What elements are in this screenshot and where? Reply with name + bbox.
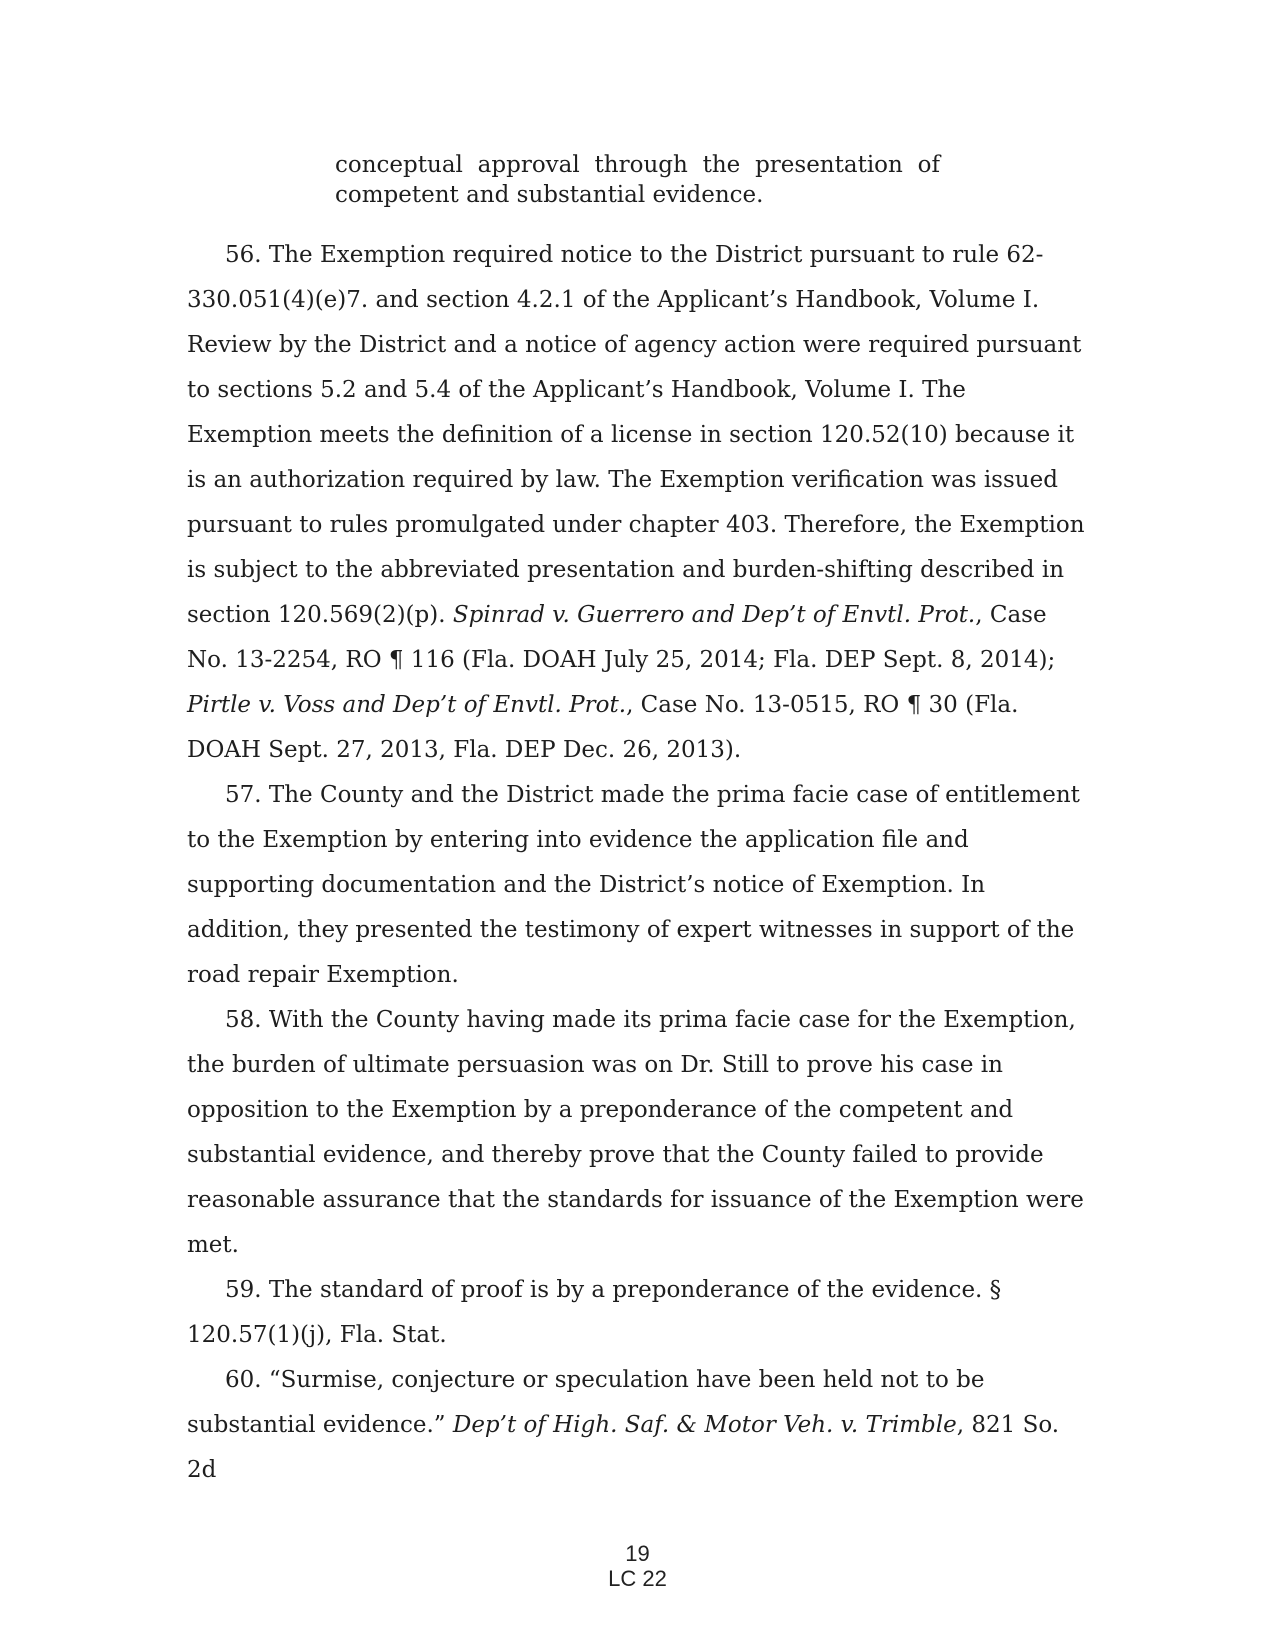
page-number: 19: [625, 1541, 650, 1566]
block-quote-continuation: conceptual approval through the presentation of competent and substantial evidence.: [335, 152, 940, 208]
paragraph-number: 56.: [225, 242, 262, 268]
paragraph-number: 58.: [225, 1007, 262, 1033]
paragraph-number: 59.: [225, 1277, 262, 1303]
paragraph-text: With the County having made its prima facie case for the Exemption, the burden of ultimate persuasion was on Dr. Still to prove his case in opposition to the Exemption by a preponderance of the competent and substantial evidence, and thereby prove that the County failed to provide reasonable assurance that the standards for issuance of the Exemption were met.: [187, 1007, 1084, 1258]
paragraph-56: [187, 233, 1092, 773]
paragraph-text: , Case No. 13-0515, RO ¶ 30 (Fla. DOAH Sept. 27, 2013, Fla. DEP Dec. 26, 2013).: [187, 692, 1019, 763]
paragraph-text: The standard of proof is by a preponderance of the evidence. § 120.57(1)(j), Fla. Stat.: [187, 1277, 1002, 1348]
paragraph-text: , Case No. 13-2254, RO ¶ 116 (Fla. DOAH July 25, 2014; Fla. DEP Sept. 8, 2014);: [187, 602, 1056, 673]
paragraph-text: “Surmise, conjecture or speculation have been held not to be substantial evidence.”: [187, 1367, 985, 1438]
paragraph-number: 57.: [225, 782, 262, 808]
case-citation: Spinrad v. Guerrero and Dep’t of Envtl. Prot.: [452, 602, 976, 628]
case-citation: Pirtle v. Voss and Dep’t of Envtl. Prot.: [187, 692, 627, 718]
paragraph-text: The County and the District made the prima facie case of entitlement to the Exemption by entering into evidence the application file and supporting documentation and the District’s notice of Exemption. In addition, they presented the testimony of expert witnesses in support of the road repair Exemption.: [187, 782, 1080, 988]
paragraph-58: [187, 998, 1092, 1268]
case-citation: Dep’t of High. Saf. & Motor Veh. v. Trimble: [452, 1412, 957, 1438]
paragraph-text: The Exemption required notice to the District pursuant to rule 62-330.051(4)(e)7. and section 4.2.1 of the Applicant’s Handbook, Volume I. Review by the District and a notice of agency action were required pursuant to sections 5.2 and 5.4 of the Applicant’s Handbook, Volume I. The Exemption meets the definition of a license in section 120.52(10) because it is an authorization required by law. The Exemption verification was issued pursuant to rules promulgated under chapter 403. Therefore, the Exemption is subject to the abbreviated presentation and burden-shifting described in section 120.569(2)(p).: [187, 242, 1085, 628]
paragraph-text: , 821 So. 2d: [187, 1412, 1060, 1483]
lc-page-number: LC 22: [608, 1566, 667, 1591]
paragraph-57: [187, 773, 1092, 998]
document-body: [187, 233, 1092, 1493]
paragraph-59: [187, 1268, 1092, 1358]
paragraph-number: 60.: [225, 1367, 262, 1393]
paragraph-60: [187, 1358, 1092, 1493]
